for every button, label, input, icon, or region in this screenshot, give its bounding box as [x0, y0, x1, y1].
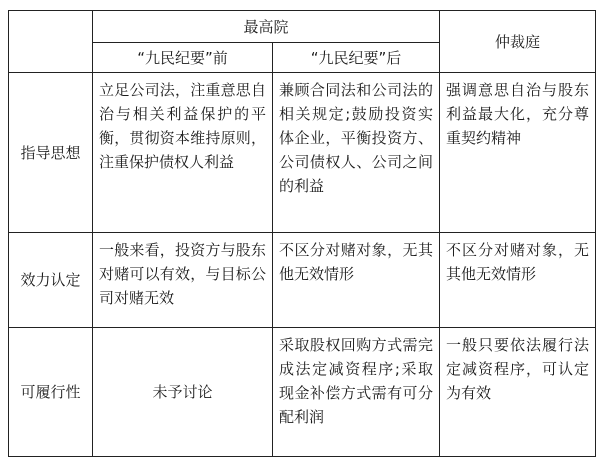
enforceability-after: 采取股权回购方式需完成法定减资程序;采取现金补偿方式需有可分配利润 [279, 336, 433, 426]
header-bottom-border [8, 72, 596, 73]
guiding-principle-before: 立足公司法，注重意思自治与相关利益保护的平衡，贯彻资本维持原则，注重保护债权人利益 [99, 81, 266, 171]
validity-before: 一般来看，投资方与股东对赌可以有效，与目标公司对赌无效 [99, 241, 266, 307]
validity-arbitration: 不区分对赌对象，无其他无效情形 [446, 241, 589, 283]
enforceability-before: 未予讨论 [152, 383, 213, 401]
enforceability-arbitration: 一般只要依法履行法定减资程序，可认定为有效 [446, 336, 589, 402]
validity-after: 不区分对赌对象，无其他无效情形 [279, 241, 433, 283]
row-label-guiding-principle: 指导思想 [20, 143, 81, 162]
header-arbitration: 仲裁庭 [494, 32, 540, 51]
header-before: “九民纪要”前 [137, 48, 228, 67]
row-label-enforceability: 可履行性 [20, 383, 81, 401]
row-label-validity: 效力认定 [20, 271, 81, 289]
header-after: “九民纪要”后 [310, 48, 402, 67]
guiding-principle-after: 兼顾合同法和公司法的相关规定;鼓励投资实体企业，平衡投资方、公司债权人、公司之间的利益 [279, 81, 433, 195]
table-right-border [595, 10, 596, 457]
header-supreme-court: 最高院 [243, 17, 289, 36]
row-divider-1 [8, 232, 596, 233]
guiding-principle-arbitration: 强调意思自治与股东利益最大化，充分尊重契约精神 [446, 81, 589, 147]
table-bottom-border [8, 456, 596, 457]
